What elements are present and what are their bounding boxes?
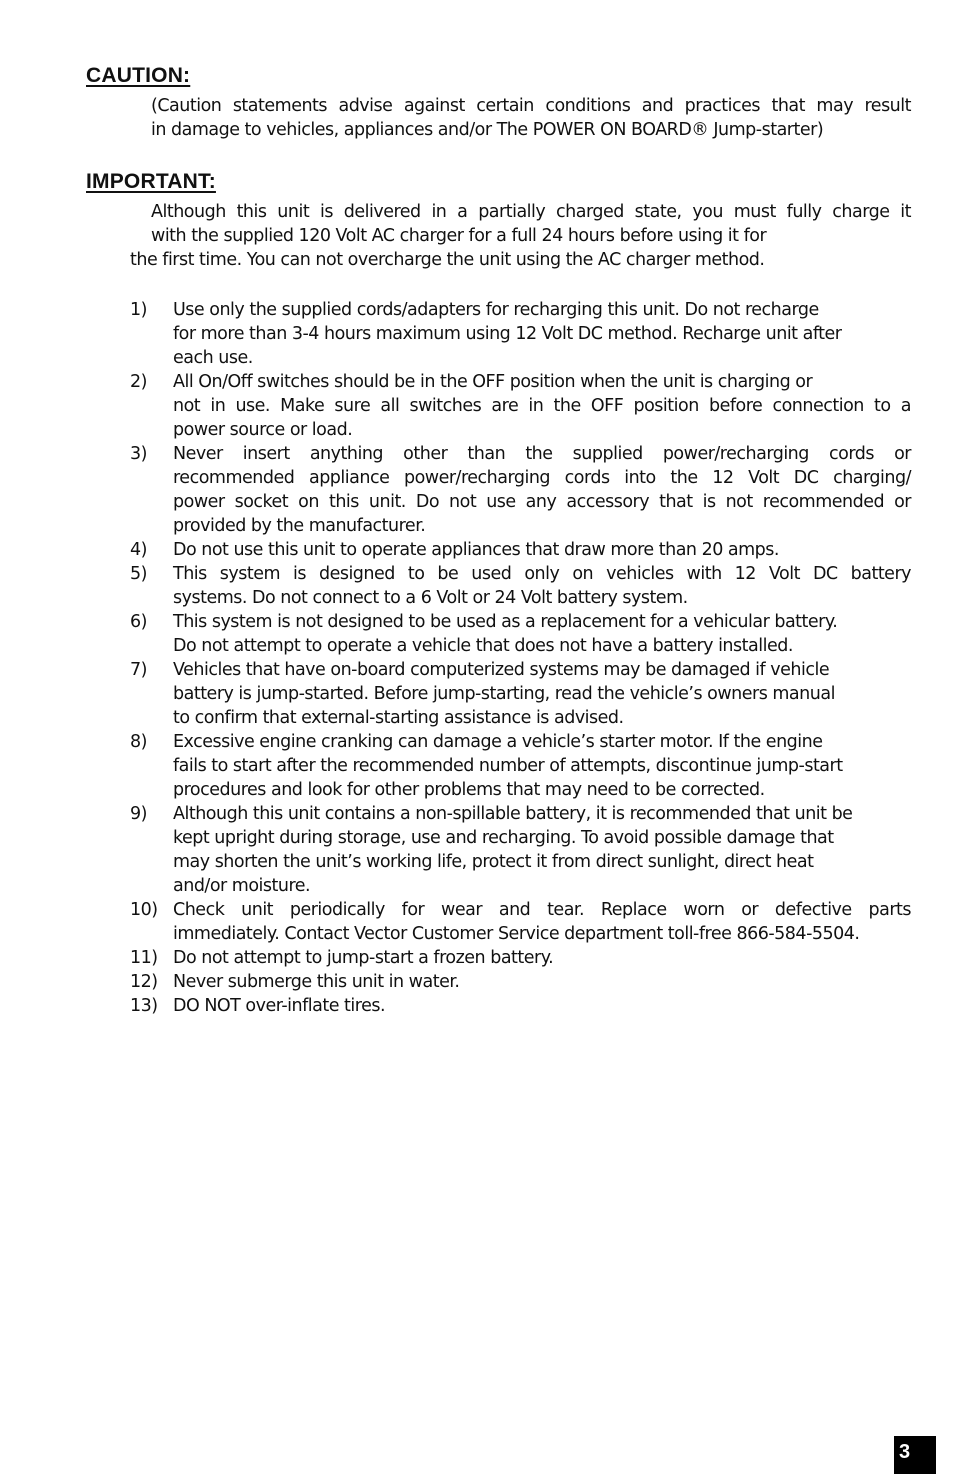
caution-line: in damage to vehicles, appliances and/or The POWER ON BOARD® Jump-starter): [151, 120, 824, 140]
item-line: systems. Do not connect to a 6 Volt or 24 Volt battery system.: [173, 588, 688, 608]
list-item: [130, 994, 911, 1018]
item-number: 13): [130, 996, 158, 1016]
item-number: 11): [130, 948, 158, 968]
list-item: [130, 946, 911, 970]
item-number: 12): [130, 972, 158, 992]
list-item: [130, 610, 911, 658]
list-item: [130, 970, 911, 994]
item-number: 2): [130, 372, 147, 392]
item-line: kept upright during storage, use and recharging. To avoid possible damage that: [173, 828, 834, 848]
item-line: each use.: [173, 348, 253, 368]
item-line: immediately. Contact Vector Customer Service department toll-free 866-584-5504.: [173, 924, 860, 944]
item-line: and/or moisture.: [173, 876, 311, 896]
item-line: Never submerge this unit in water.: [173, 972, 460, 992]
item-number: 4): [130, 540, 147, 560]
item-line: procedures and look for other problems that may need to be corrected.: [173, 780, 765, 800]
item-line: Although this unit contains a non-spillable battery, it is recommended that unit be: [173, 804, 853, 824]
page-number: 3: [894, 1436, 936, 1474]
item-number: 1): [130, 300, 147, 320]
item-line: provided by the manufacturer.: [173, 516, 426, 536]
caution-text: [151, 94, 911, 142]
item-number: 6): [130, 612, 147, 632]
list-item: [130, 898, 911, 946]
list-item: [130, 538, 911, 562]
item-line: Do not use this unit to operate appliances that draw more than 20 amps.: [173, 540, 779, 560]
item-line: Do not attempt to operate a vehicle that does not have a battery installed.: [173, 636, 793, 656]
item-line: to confirm that external-starting assistance is advised.: [173, 708, 624, 728]
list-item: [130, 802, 911, 898]
item-line: Use only the supplied cords/adapters for recharging this unit. Do not recharge: [173, 300, 819, 320]
caution-line: (Caution statements advise against certain conditions and practices that may result: [151, 96, 911, 116]
important-line: Although this unit is delivered in a partially charged state, you must fully charge it: [151, 202, 911, 222]
item-number: 10): [130, 900, 158, 920]
item-line: This system is designed to be used only on vehicles with 12 Volt DC battery: [173, 564, 911, 584]
item-line: fails to start after the recommended number of attempts, discontinue jump-start: [173, 756, 843, 776]
item-number: 8): [130, 732, 147, 752]
item-number: 7): [130, 660, 147, 680]
item-line: DO NOT over-inflate tires.: [173, 996, 386, 1016]
caution-heading: CAUTION:: [86, 64, 191, 87]
item-number: 3): [130, 444, 147, 464]
item-line: Never insert anything other than the supplied power/recharging cords or: [173, 444, 911, 464]
caution-list: [130, 298, 911, 1018]
item-line: may shorten the unit’s working life, protect it from direct sunlight, direct heat: [173, 852, 814, 872]
list-item: [130, 442, 911, 538]
item-line: Vehicles that have on-board computerized systems may be damaged if vehicle: [173, 660, 830, 680]
item-line: Check unit periodically for wear and tear. Replace worn or defective parts: [173, 900, 911, 920]
item-line: This system is not designed to be used as a replacement for a vehicular battery.: [173, 612, 838, 632]
important-heading: IMPORTANT:: [86, 170, 216, 193]
list-item: [130, 562, 911, 610]
item-line: Do not attempt to jump-start a frozen battery.: [173, 948, 554, 968]
important-text: [130, 200, 911, 272]
item-line: power socket on this unit. Do not use any accessory that is not recommended or: [173, 492, 911, 512]
important-line: with the supplied 120 Volt AC charger for a full 24 hours before using it for: [151, 226, 767, 246]
item-line: not in use. Make sure all switches are in the OFF position before connection to a: [173, 396, 911, 416]
item-number: 9): [130, 804, 147, 824]
item-line: recommended appliance power/recharging cords into the 12 Volt DC charging/: [173, 468, 911, 488]
item-line: for more than 3-4 hours maximum using 12 Volt DC method. Recharge unit after: [173, 324, 842, 344]
list-item: [130, 298, 911, 370]
item-number: 5): [130, 564, 147, 584]
item-line: All On/Off switches should be in the OFF position when the unit is charging or: [173, 372, 813, 392]
item-line: Excessive engine cranking can damage a vehicle’s starter motor. If the engine: [173, 732, 823, 752]
list-item: [130, 730, 911, 802]
list-item: [130, 370, 911, 442]
list-item: [130, 658, 911, 730]
item-line: battery is jump-started. Before jump-starting, read the vehicle’s owners manual: [173, 684, 835, 704]
important-line: the first time. You can not overcharge the unit using the AC charger method.: [130, 250, 765, 270]
item-line: power source or load.: [173, 420, 353, 440]
